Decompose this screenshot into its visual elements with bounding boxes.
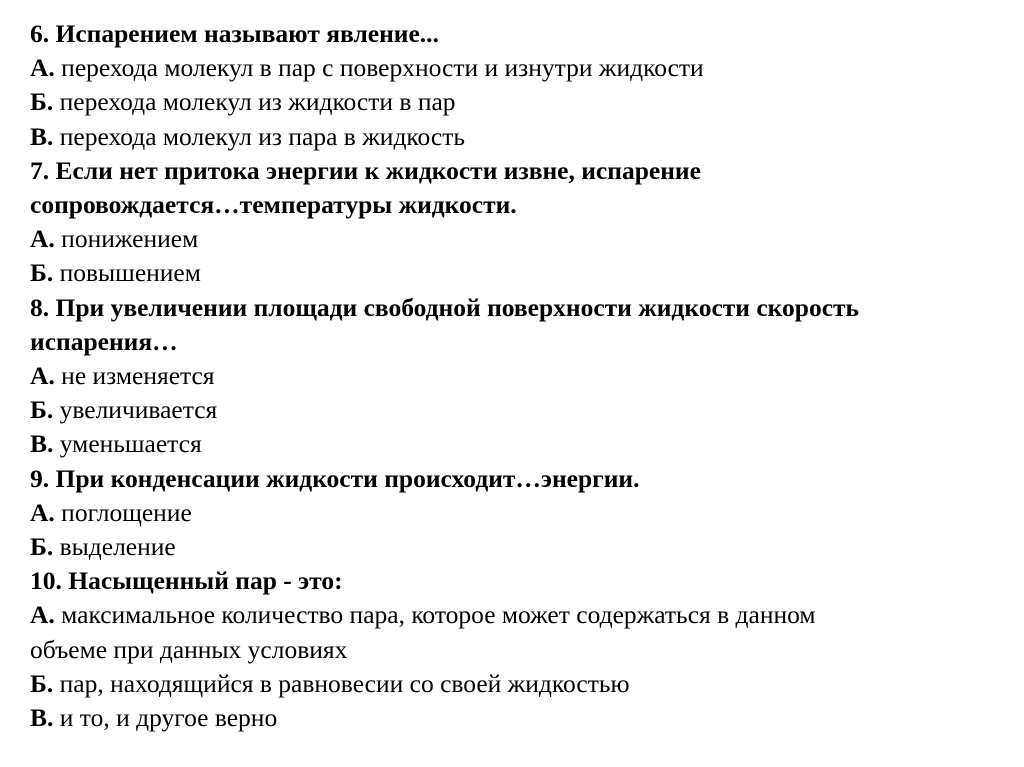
question-6: [30, 17, 1000, 154]
answer-option-c: [30, 427, 1000, 461]
option-text: уменьшается: [59, 429, 202, 459]
option-text: выделение: [59, 532, 176, 562]
option-letter: В.: [30, 703, 54, 733]
answer-option-b: [30, 530, 1000, 564]
option-letter: Б.: [30, 87, 54, 117]
quiz-document: [30, 17, 1000, 735]
question-10: [30, 564, 1000, 735]
question-text: 8. При увеличении площади свободной поверхности жидкости скорость: [30, 292, 860, 322]
question-9: [30, 462, 1000, 565]
question-text-continued: сопровождается…температуры жидкости.: [30, 190, 517, 220]
option-text: перехода молекул в пар с поверхности и изнутри жидкости: [61, 53, 704, 83]
question-text: 10. Насыщенный пар - это:: [30, 566, 343, 596]
option-text: увеличивается: [59, 395, 218, 425]
option-text: перехода молекул из пара в жидкость: [59, 121, 466, 151]
answer-option-b: [30, 85, 1000, 119]
option-text: максимальное количество пара, которое может содержаться в данном: [61, 600, 816, 630]
question-text: 6. Испарением называют явление...: [30, 19, 439, 48]
question-text: 9. При конденсации жидкости происходит…энергии.: [30, 463, 640, 493]
option-text: не изменяется: [61, 361, 215, 391]
answer-option-c: [30, 120, 1000, 154]
answer-option-a-continued: объеме при данных условиях: [30, 634, 348, 664]
answer-option-a: [30, 598, 1000, 632]
answer-option-b: [30, 393, 1000, 427]
answer-option-a: [30, 359, 1000, 393]
question-text: 7. Если нет притока энергии к жидкости извне, испарение: [30, 155, 701, 185]
question-8: [30, 291, 1000, 462]
option-text: пар, находящийся в равновесии со своей жидкостью: [59, 668, 630, 698]
option-letter: А.: [30, 224, 55, 254]
option-letter: В.: [30, 429, 54, 459]
option-letter: Б.: [30, 532, 54, 562]
option-letter: Б.: [30, 258, 54, 288]
option-text: перехода молекул из жидкости в пар: [59, 87, 456, 117]
question-7: [30, 154, 1000, 291]
option-letter: А.: [30, 497, 55, 527]
option-text: поглощение: [61, 497, 192, 527]
option-letter: Б.: [30, 668, 54, 698]
answer-option-b: [30, 256, 1000, 290]
option-letter: А.: [30, 600, 55, 630]
option-text: понижением: [61, 224, 199, 254]
answer-option-a: [30, 222, 1000, 256]
answer-option-b: [30, 667, 1000, 701]
option-letter: А.: [30, 53, 55, 83]
option-text: повышением: [59, 258, 201, 288]
option-text: и то, и другое верно: [59, 703, 278, 733]
question-text-continued: испарения…: [30, 326, 178, 356]
option-letter: Б.: [30, 395, 54, 425]
answer-option-a: [30, 51, 1000, 85]
option-letter: А.: [30, 361, 55, 391]
answer-option-c: [30, 701, 1000, 735]
option-letter: В.: [30, 121, 54, 151]
answer-option-a: [30, 496, 1000, 530]
